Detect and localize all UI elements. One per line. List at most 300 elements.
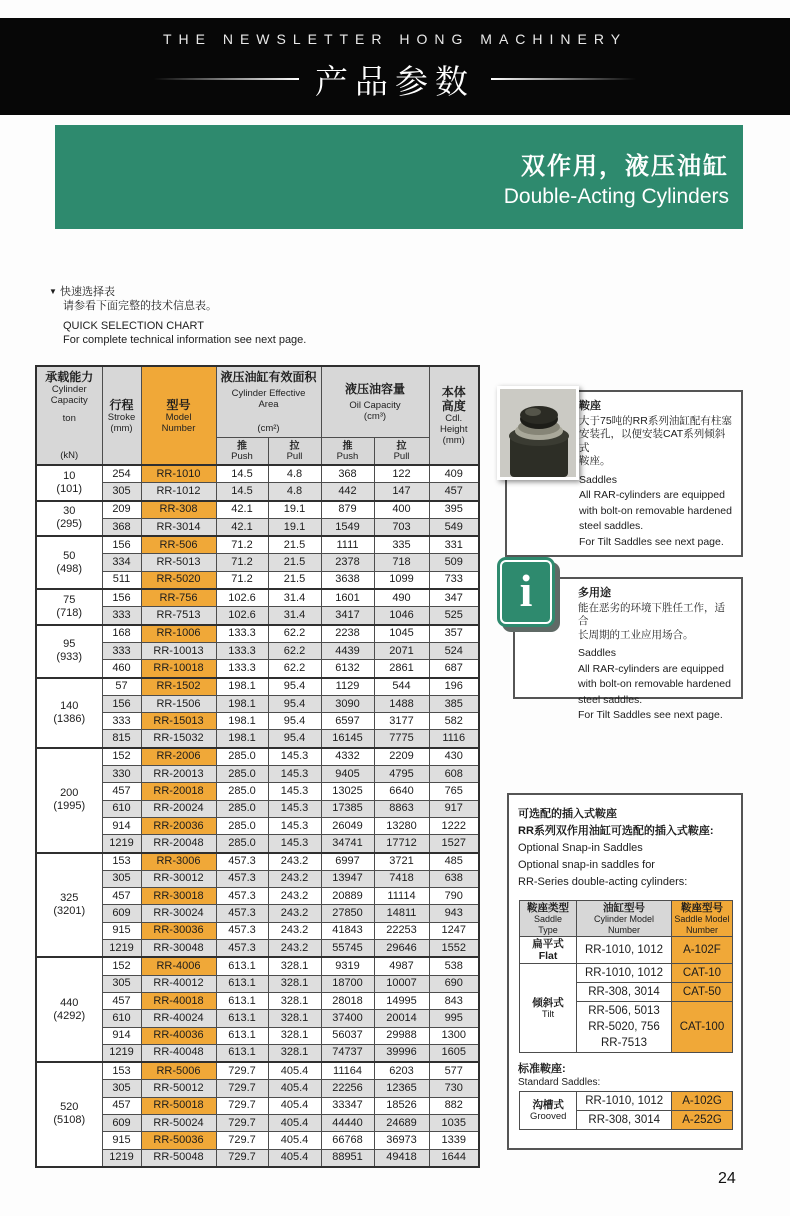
model-cell: RR-50018 xyxy=(141,1097,216,1114)
oil-pull-cell: 544 xyxy=(374,678,429,696)
table-row xyxy=(36,957,479,975)
stroke-cell: 209 xyxy=(102,501,141,519)
area-push-cell: 457.3 xyxy=(216,940,268,958)
snapin-heading-zh2: RR系列双作用油缸可选配的插入式鞍座: xyxy=(518,825,714,837)
model-cell: RR-2006 xyxy=(141,748,216,766)
snapin-table-body xyxy=(520,937,733,1053)
oil-pull-cell: 18526 xyxy=(374,1097,429,1114)
saddle-table-row xyxy=(520,937,733,964)
stroke-cell: 152 xyxy=(102,748,141,766)
height-cell: 730 xyxy=(429,1080,479,1097)
oil-push-cell: 6997 xyxy=(321,853,374,871)
oil-pull-cell: 17712 xyxy=(374,835,429,853)
model-cell: RR-40036 xyxy=(141,1027,216,1044)
model-cell: RR-4006 xyxy=(141,957,216,975)
table-row xyxy=(36,501,479,519)
triangle-marker-icon: ▼ xyxy=(49,287,57,296)
model-cell: RR-20036 xyxy=(141,817,216,834)
model-cell: RR-5013 xyxy=(141,554,216,571)
area-push-cell: 613.1 xyxy=(216,1010,268,1027)
area-pull-cell: 19.1 xyxy=(268,518,321,536)
table-row xyxy=(36,905,479,922)
height-cell: 549 xyxy=(429,518,479,536)
oil-pull-cell: 29988 xyxy=(374,1027,429,1044)
stroke-cell: 457 xyxy=(102,888,141,905)
area-push-cell: 102.6 xyxy=(216,607,268,625)
oil-push-cell: 74737 xyxy=(321,1044,374,1062)
capacity-cell: 200 (1995) xyxy=(36,748,102,853)
area-push-cell: 457.3 xyxy=(216,888,268,905)
oil-pull-cell: 7418 xyxy=(374,870,429,887)
info-note-en: All RAR-cylinders are equipped with bolt-on removable hardened steel saddles. For Tilt Saddles see next page. xyxy=(578,662,731,721)
table-row xyxy=(36,975,479,992)
table-row xyxy=(36,554,479,571)
height-cell: 1300 xyxy=(429,1027,479,1044)
oil-push-cell: 9405 xyxy=(321,766,374,783)
area-push-cell: 71.2 xyxy=(216,536,268,554)
oil-pull-cell: 1488 xyxy=(374,695,429,712)
height-cell: 1527 xyxy=(429,835,479,853)
oil-pull-cell: 14811 xyxy=(374,905,429,922)
area-pull-cell: 95.4 xyxy=(268,730,321,748)
stroke-cell: 156 xyxy=(102,695,141,712)
height-cell: 687 xyxy=(429,660,479,678)
oil-push-cell: 56037 xyxy=(321,1027,374,1044)
oil-pull-cell: 4987 xyxy=(374,957,429,975)
stroke-cell: 609 xyxy=(102,905,141,922)
oil-push-cell: 66768 xyxy=(321,1132,374,1149)
snapin-header-model: 油缸型号 Cylinder Model Number xyxy=(577,901,672,937)
stroke-cell: 168 xyxy=(102,625,141,643)
table-row xyxy=(36,940,479,958)
intro-title-zh: 快速选择表 xyxy=(59,286,115,298)
oil-push-cell: 9319 xyxy=(321,957,374,975)
oil-pull-cell: 24689 xyxy=(374,1114,429,1131)
table-row xyxy=(36,817,479,834)
model-cell: RR-50012 xyxy=(141,1080,216,1097)
area-push-cell: 457.3 xyxy=(216,905,268,922)
model-cell: RR-30024 xyxy=(141,905,216,922)
section-banner xyxy=(55,125,743,229)
saddle-note-title-zh: 鞍座 xyxy=(579,400,601,412)
table-row xyxy=(36,853,479,871)
stroke-cell: 57 xyxy=(102,678,141,696)
oil-pull-cell: 11114 xyxy=(374,888,429,905)
col-header-area-pull: 拉 Pull xyxy=(268,438,321,466)
area-pull-cell: 145.3 xyxy=(268,800,321,817)
stroke-cell: 610 xyxy=(102,800,141,817)
table-row xyxy=(36,713,479,730)
col-header-stroke: 行程 Stroke (mm) xyxy=(102,366,141,465)
area-pull-cell: 62.2 xyxy=(268,642,321,659)
saddle-model-cell: A-102G xyxy=(672,1092,733,1111)
oil-push-cell: 28018 xyxy=(321,992,374,1009)
capacity-cell: 520 (5108) xyxy=(36,1062,102,1167)
oil-push-cell: 18700 xyxy=(321,975,374,992)
oil-pull-cell: 8863 xyxy=(374,800,429,817)
info-icon: i xyxy=(497,557,555,627)
oil-pull-cell: 6640 xyxy=(374,783,429,800)
stroke-cell: 152 xyxy=(102,957,141,975)
height-cell: 690 xyxy=(429,975,479,992)
oil-pull-cell: 703 xyxy=(374,518,429,536)
capacity-cell: 325 (3201) xyxy=(36,853,102,958)
col-header-capacity: 承载能力 Cylinder Capacity ton (kN) xyxy=(36,366,102,465)
stroke-cell: 305 xyxy=(102,1080,141,1097)
height-cell: 1116 xyxy=(429,730,479,748)
area-pull-cell: 328.1 xyxy=(268,1027,321,1044)
height-cell: 1605 xyxy=(429,1044,479,1062)
saddle-table-row xyxy=(520,1092,733,1111)
area-pull-cell: 405.4 xyxy=(268,1132,321,1149)
area-pull-cell: 328.1 xyxy=(268,975,321,992)
table-row xyxy=(36,642,479,659)
height-cell: 995 xyxy=(429,1010,479,1027)
capacity-cell: 50 (498) xyxy=(36,536,102,589)
oil-push-cell: 44440 xyxy=(321,1114,374,1131)
area-push-cell: 613.1 xyxy=(216,975,268,992)
saddle-table-row xyxy=(520,964,733,983)
title-rule-left xyxy=(154,78,299,80)
height-cell: 1247 xyxy=(429,922,479,939)
height-cell: 357 xyxy=(429,625,479,643)
col-header-area-push: 推 Push xyxy=(216,438,268,466)
oil-push-cell: 34741 xyxy=(321,835,374,853)
stroke-cell: 915 xyxy=(102,1132,141,1149)
oil-pull-cell: 335 xyxy=(374,536,429,554)
stroke-cell: 153 xyxy=(102,853,141,871)
standard-title-en: Standard Saddles: xyxy=(518,1077,601,1088)
oil-push-cell: 17385 xyxy=(321,800,374,817)
height-cell: 582 xyxy=(429,713,479,730)
oil-pull-cell: 49418 xyxy=(374,1149,429,1167)
stroke-cell: 305 xyxy=(102,870,141,887)
area-pull-cell: 328.1 xyxy=(268,992,321,1009)
snapin-header-saddle: 鞍座型号 Saddle Model Number xyxy=(671,901,732,937)
height-cell: 790 xyxy=(429,888,479,905)
table-row xyxy=(36,607,479,625)
page-title: 产品参数 xyxy=(315,62,475,100)
oil-push-cell: 88951 xyxy=(321,1149,374,1167)
model-cell: RR-40048 xyxy=(141,1044,216,1062)
stroke-cell: 1219 xyxy=(102,1044,141,1062)
area-push-cell: 729.7 xyxy=(216,1097,268,1114)
oil-pull-cell: 1045 xyxy=(374,625,429,643)
cylinder-model-cell: RR-1010, 1012 xyxy=(577,964,672,983)
oil-pull-cell: 22253 xyxy=(374,922,429,939)
oil-push-cell: 11164 xyxy=(321,1062,374,1080)
area-pull-cell: 405.4 xyxy=(268,1097,321,1114)
area-push-cell: 285.0 xyxy=(216,783,268,800)
model-cell: RR-1506 xyxy=(141,695,216,712)
area-pull-cell: 243.2 xyxy=(268,922,321,939)
stroke-cell: 153 xyxy=(102,1062,141,1080)
table-row xyxy=(36,835,479,853)
area-push-cell: 613.1 xyxy=(216,957,268,975)
saddle-type-cell: 倾斜式 Tilt xyxy=(520,964,577,1053)
model-cell: RR-50036 xyxy=(141,1132,216,1149)
stroke-cell: 333 xyxy=(102,713,141,730)
saddle-photo xyxy=(497,386,579,480)
area-push-cell: 613.1 xyxy=(216,992,268,1009)
oil-push-cell: 16145 xyxy=(321,730,374,748)
capacity-cell: 30 (295) xyxy=(36,501,102,537)
height-cell: 577 xyxy=(429,1062,479,1080)
oil-push-cell: 33347 xyxy=(321,1097,374,1114)
table-row xyxy=(36,870,479,887)
table-row xyxy=(36,992,479,1009)
table-row xyxy=(36,800,479,817)
area-pull-cell: 145.3 xyxy=(268,835,321,853)
stroke-cell: 1219 xyxy=(102,835,141,853)
cylinder-model-cell: RR-308, 3014 xyxy=(577,983,672,1002)
oil-pull-cell: 2071 xyxy=(374,642,429,659)
capacity-cell: 10 (101) xyxy=(36,465,102,501)
height-cell: 638 xyxy=(429,870,479,887)
area-push-cell: 14.5 xyxy=(216,483,268,501)
table-row xyxy=(36,625,479,643)
height-cell: 385 xyxy=(429,695,479,712)
area-push-cell: 613.1 xyxy=(216,1044,268,1062)
stroke-cell: 333 xyxy=(102,607,141,625)
area-push-cell: 133.3 xyxy=(216,660,268,678)
area-pull-cell: 145.3 xyxy=(268,817,321,834)
table-row xyxy=(36,730,479,748)
oil-pull-cell: 12365 xyxy=(374,1080,429,1097)
main-table-body xyxy=(36,465,479,1167)
oil-pull-cell: 36973 xyxy=(374,1132,429,1149)
stroke-cell: 333 xyxy=(102,642,141,659)
height-cell: 608 xyxy=(429,766,479,783)
model-cell: RR-40012 xyxy=(141,975,216,992)
area-pull-cell: 145.3 xyxy=(268,766,321,783)
model-cell: RR-1012 xyxy=(141,483,216,501)
saddle-type-cell: 扁平式 Flat xyxy=(520,937,577,964)
stroke-cell: 610 xyxy=(102,1010,141,1027)
area-push-cell: 198.1 xyxy=(216,713,268,730)
snapin-heading-en3: RR-Series double-acting cylinders: xyxy=(518,876,688,888)
area-pull-cell: 4.8 xyxy=(268,483,321,501)
stroke-cell: 305 xyxy=(102,975,141,992)
stroke-cell: 511 xyxy=(102,571,141,589)
snapin-heading-zh1: 可选配的插入式鞍座 xyxy=(518,808,617,820)
stroke-cell: 815 xyxy=(102,730,141,748)
standard-saddle-table xyxy=(519,1091,733,1130)
height-cell: 917 xyxy=(429,800,479,817)
stroke-cell: 460 xyxy=(102,660,141,678)
area-push-cell: 71.2 xyxy=(216,554,268,571)
area-pull-cell: 31.4 xyxy=(268,607,321,625)
oil-pull-cell: 6203 xyxy=(374,1062,429,1080)
model-cell: RR-5020 xyxy=(141,571,216,589)
oil-push-cell: 6132 xyxy=(321,660,374,678)
capacity-cell: 75 (718) xyxy=(36,589,102,625)
height-cell: 457 xyxy=(429,483,479,501)
area-push-cell: 729.7 xyxy=(216,1132,268,1149)
area-push-cell: 729.7 xyxy=(216,1080,268,1097)
model-cell: RR-30048 xyxy=(141,940,216,958)
oil-push-cell: 26049 xyxy=(321,817,374,834)
area-pull-cell: 405.4 xyxy=(268,1080,321,1097)
stroke-cell: 1219 xyxy=(102,1149,141,1167)
table-row xyxy=(36,1149,479,1167)
area-pull-cell: 4.8 xyxy=(268,465,321,483)
area-pull-cell: 405.4 xyxy=(268,1149,321,1167)
table-row xyxy=(36,922,479,939)
table-row xyxy=(36,589,479,607)
model-cell: RR-20013 xyxy=(141,766,216,783)
table-row xyxy=(36,783,479,800)
oil-push-cell: 1129 xyxy=(321,678,374,696)
model-cell: RR-20048 xyxy=(141,835,216,853)
model-cell: RR-756 xyxy=(141,589,216,607)
area-pull-cell: 328.1 xyxy=(268,957,321,975)
area-pull-cell: 328.1 xyxy=(268,1044,321,1062)
height-cell: 765 xyxy=(429,783,479,800)
area-push-cell: 285.0 xyxy=(216,835,268,853)
height-cell: 943 xyxy=(429,905,479,922)
area-pull-cell: 95.4 xyxy=(268,713,321,730)
height-cell: 409 xyxy=(429,465,479,483)
stroke-cell: 254 xyxy=(102,465,141,483)
capacity-cell: 440 (4292) xyxy=(36,957,102,1062)
oil-push-cell: 22256 xyxy=(321,1080,374,1097)
model-cell: RR-40024 xyxy=(141,1010,216,1027)
height-cell: 524 xyxy=(429,642,479,659)
brand-text: THE NEWSLETTER HONG MACHINERY xyxy=(162,30,628,47)
height-cell: 1339 xyxy=(429,1132,479,1149)
oil-push-cell: 41843 xyxy=(321,922,374,939)
saddle-model-cell: CAT-100 xyxy=(671,1002,732,1053)
col-header-effective-area: 液压油缸有效面积 Cylinder Effective Area (cm²) xyxy=(216,366,321,438)
model-cell: RR-20024 xyxy=(141,800,216,817)
height-cell: 509 xyxy=(429,554,479,571)
stroke-cell: 457 xyxy=(102,783,141,800)
area-push-cell: 71.2 xyxy=(216,571,268,589)
oil-pull-cell: 147 xyxy=(374,483,429,501)
stroke-cell: 914 xyxy=(102,817,141,834)
area-pull-cell: 19.1 xyxy=(268,501,321,519)
banner-title-zh: 双作用，液压油缸 xyxy=(521,152,729,180)
table-row xyxy=(36,1080,479,1097)
area-push-cell: 729.7 xyxy=(216,1149,268,1167)
oil-pull-cell: 3721 xyxy=(374,853,429,871)
area-pull-cell: 243.2 xyxy=(268,940,321,958)
area-push-cell: 198.1 xyxy=(216,695,268,712)
table-row xyxy=(36,518,479,536)
oil-push-cell: 37400 xyxy=(321,1010,374,1027)
capacity-cell: 140 (1386) xyxy=(36,678,102,748)
area-push-cell: 457.3 xyxy=(216,922,268,939)
table-row xyxy=(36,1044,479,1062)
table-row xyxy=(36,1132,479,1149)
table-row xyxy=(36,766,479,783)
area-pull-cell: 21.5 xyxy=(268,536,321,554)
intro-title-en: QUICK SELECTION CHART xyxy=(63,320,204,332)
saddle-model-cell: CAT-50 xyxy=(671,983,732,1002)
table-row xyxy=(36,465,479,483)
oil-push-cell: 442 xyxy=(321,483,374,501)
oil-pull-cell: 29646 xyxy=(374,940,429,958)
oil-pull-cell: 20014 xyxy=(374,1010,429,1027)
area-push-cell: 133.3 xyxy=(216,625,268,643)
model-cell: RR-3014 xyxy=(141,518,216,536)
oil-push-cell: 20889 xyxy=(321,888,374,905)
oil-push-cell: 368 xyxy=(321,465,374,483)
snapin-heading-en1: Optional Snap-in Saddles xyxy=(518,842,643,854)
height-cell: 485 xyxy=(429,853,479,871)
area-pull-cell: 31.4 xyxy=(268,589,321,607)
table-row xyxy=(36,1062,479,1080)
saddle-note-zh: 大于75吨的RR系列油缸配有柱塞 安装孔，以便安装CAT系列倾斜式 鞍座。 xyxy=(579,414,732,467)
cylinder-model-cell: RR-308, 3014 xyxy=(577,1111,672,1130)
area-pull-cell: 62.2 xyxy=(268,660,321,678)
oil-push-cell: 879 xyxy=(321,501,374,519)
model-cell: RR-1006 xyxy=(141,625,216,643)
stroke-cell: 457 xyxy=(102,992,141,1009)
table-row xyxy=(36,695,479,712)
model-cell: RR-506 xyxy=(141,536,216,554)
area-push-cell: 42.1 xyxy=(216,518,268,536)
area-pull-cell: 243.2 xyxy=(268,870,321,887)
table-row xyxy=(36,748,479,766)
height-cell: 395 xyxy=(429,501,479,519)
oil-push-cell: 13947 xyxy=(321,870,374,887)
height-cell: 331 xyxy=(429,536,479,554)
saddle-type-cell: 沟槽式 Grooved xyxy=(520,1092,577,1130)
oil-pull-cell: 718 xyxy=(374,554,429,571)
area-push-cell: 457.3 xyxy=(216,870,268,887)
area-pull-cell: 243.2 xyxy=(268,853,321,871)
col-header-height: 本体 高度 Cdl. Height (mm) xyxy=(429,366,479,465)
area-push-cell: 285.0 xyxy=(216,766,268,783)
oil-pull-cell: 122 xyxy=(374,465,429,483)
oil-push-cell: 2238 xyxy=(321,625,374,643)
area-pull-cell: 21.5 xyxy=(268,554,321,571)
table-row xyxy=(36,483,479,501)
area-push-cell: 285.0 xyxy=(216,748,268,766)
height-cell: 843 xyxy=(429,992,479,1009)
area-push-cell: 42.1 xyxy=(216,501,268,519)
info-note-zh: 能在恶劣的环境下胜任工作，适合 长周期的工业应用场合。 xyxy=(578,601,725,641)
standard-title-zh: 标准鞍座: xyxy=(518,1063,566,1075)
height-cell: 1644 xyxy=(429,1149,479,1167)
oil-pull-cell: 2861 xyxy=(374,660,429,678)
oil-pull-cell: 2209 xyxy=(374,748,429,766)
height-cell: 196 xyxy=(429,678,479,696)
area-push-cell: 198.1 xyxy=(216,678,268,696)
height-cell: 430 xyxy=(429,748,479,766)
model-cell: RR-10013 xyxy=(141,642,216,659)
stroke-cell: 915 xyxy=(102,922,141,939)
height-cell: 1552 xyxy=(429,940,479,958)
height-cell: 1222 xyxy=(429,817,479,834)
info-note-title-zh: 多用途 xyxy=(578,587,611,599)
area-push-cell: 457.3 xyxy=(216,853,268,871)
intro-block xyxy=(49,285,306,347)
table-row xyxy=(36,1097,479,1114)
page-number: 24 xyxy=(718,1170,736,1187)
snapin-header-type: 鞍座类型 Saddle Type xyxy=(520,901,577,937)
model-cell: RR-30018 xyxy=(141,888,216,905)
masthead xyxy=(0,18,790,115)
oil-pull-cell: 13280 xyxy=(374,817,429,834)
area-pull-cell: 145.3 xyxy=(268,748,321,766)
height-cell: 733 xyxy=(429,571,479,589)
model-cell: RR-7513 xyxy=(141,607,216,625)
col-header-oil-pull: 拉 Pull xyxy=(374,438,429,466)
oil-pull-cell: 14995 xyxy=(374,992,429,1009)
